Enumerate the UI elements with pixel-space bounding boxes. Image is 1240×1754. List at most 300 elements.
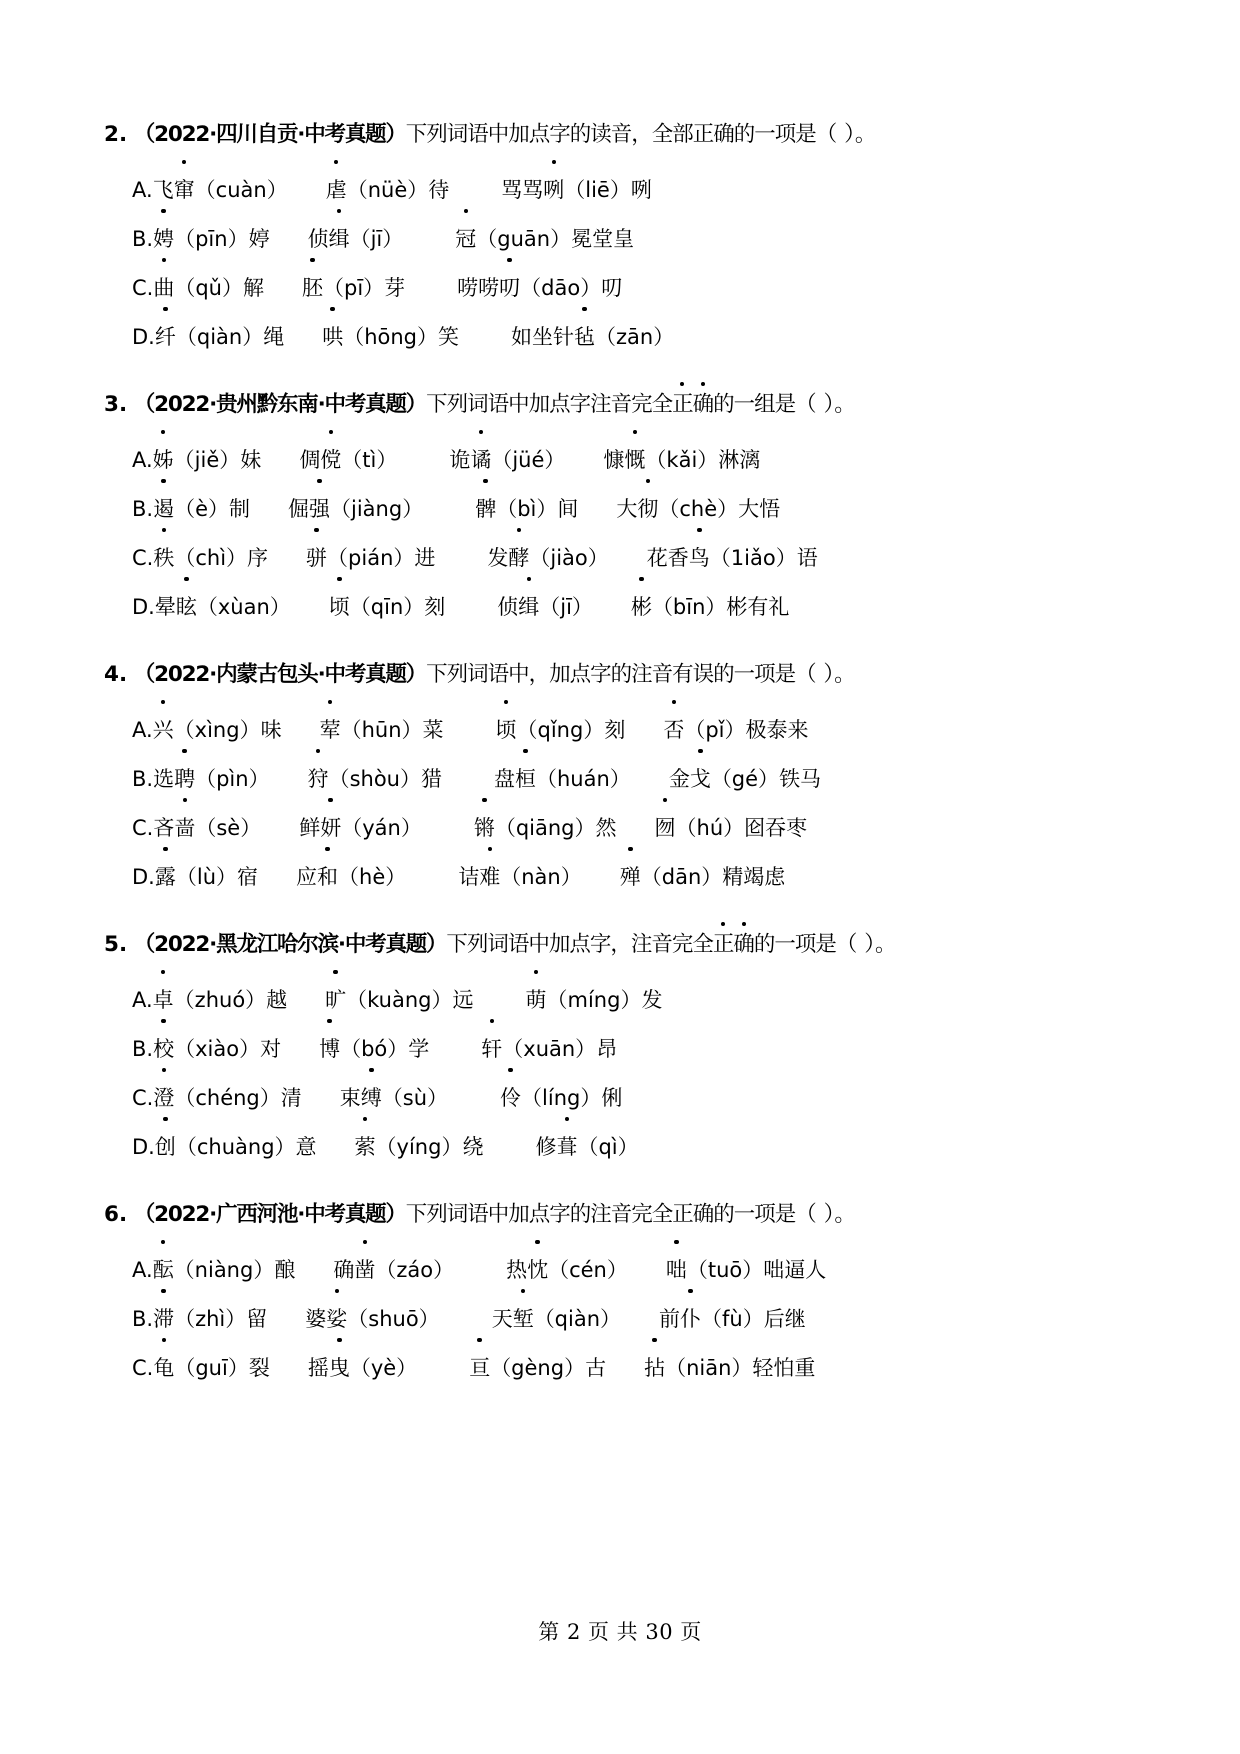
item-suffix: 刻 [604, 718, 626, 742]
item-prefix: 骂骂 [501, 178, 544, 202]
dotted-character: 眩 [176, 583, 197, 632]
option-item [666, 1246, 826, 1295]
dotted-character: 缉 [518, 583, 539, 632]
question-text-after: 的一组是 [713, 392, 796, 417]
options-list [132, 436, 1128, 632]
dotted-character: 桓 [515, 755, 536, 804]
item-prefix: 确 [333, 1258, 355, 1282]
options-list [132, 166, 1128, 362]
item-suffix: 咄逼人 [763, 1258, 827, 1282]
option-item [322, 313, 459, 362]
question-block [104, 118, 1128, 362]
item-pinyin: （guān） [476, 227, 572, 251]
option-label: C. [132, 276, 154, 300]
option-item [326, 166, 450, 215]
option-item [155, 853, 258, 902]
option-item [153, 1344, 269, 1393]
dotted-character: 仆 [680, 1295, 701, 1344]
option-row[interactable] [132, 215, 1128, 264]
option-item [153, 1074, 301, 1123]
item-pinyin: （nàn） [500, 865, 582, 889]
question-text: 下列词语中，加点字的注音有误的一项是 [426, 662, 796, 687]
dotted-character: 缚 [361, 1074, 382, 1123]
option-row[interactable] [132, 313, 1128, 362]
item-suffix: 越 [266, 988, 288, 1012]
item-suffix: 远 [452, 988, 474, 1012]
option-label: A. [132, 178, 153, 202]
option-row[interactable] [132, 804, 1128, 853]
option-item [616, 485, 780, 534]
dotted-character: 妍 [320, 804, 341, 853]
answer-blank[interactable]: （ ）。 [815, 122, 877, 147]
item-pinyin: （è） [174, 497, 230, 521]
item-pinyin: （xìng） [173, 718, 261, 742]
dotted-character: 酝 [153, 1246, 174, 1295]
item-suffix: 留 [246, 1307, 268, 1331]
dotted-character: 卓 [153, 976, 174, 1025]
dotted-character: 毡 [574, 313, 595, 362]
option-item [669, 755, 821, 804]
item-prefix: 应 [296, 865, 318, 889]
item-suffix: 宿 [237, 865, 259, 889]
option-row[interactable] [132, 1344, 1128, 1393]
option-item [481, 1025, 617, 1074]
item-pinyin: （lù） [175, 865, 238, 889]
option-row[interactable] [132, 976, 1128, 1025]
item-pinyin: （pī） [322, 276, 385, 300]
item-suffix: 妹 [240, 448, 262, 472]
item-prefix: 大 [616, 497, 638, 521]
option-item [458, 853, 582, 902]
options-list [132, 976, 1128, 1172]
option-item [153, 534, 268, 583]
item-pinyin: （kuàng） [346, 988, 453, 1012]
dotted-character: 锵 [474, 804, 495, 853]
item-pinyin: （tuō） [686, 1258, 764, 1282]
dotted-character: 澄 [153, 1074, 174, 1123]
option-item [663, 706, 808, 755]
option-item [302, 264, 405, 313]
dotted-character: 娑 [326, 1295, 347, 1344]
item-pinyin: （pìn） [195, 767, 270, 791]
item-pinyin: （nüè） [346, 178, 429, 202]
question-text: 下列词语中加点字注音完全 [426, 392, 673, 417]
option-item [340, 1074, 448, 1123]
item-suffix: 咧 [630, 178, 652, 202]
item-suffix: 古 [585, 1356, 607, 1380]
dotted-character: 轩 [481, 1025, 502, 1074]
dotted-character: 亘 [469, 1344, 490, 1393]
dotted-character: 戈 [690, 755, 711, 804]
question-text: 下列词语中加点字的注音完全正确的一项是 [405, 1202, 796, 1227]
item-prefix: 晕 [154, 595, 176, 619]
item-suffix: 刻 [424, 595, 446, 619]
item-suffix: 解 [242, 276, 264, 300]
dotted-character: 遏 [153, 485, 174, 534]
item-suffix: 味 [260, 718, 282, 742]
option-item [153, 436, 262, 485]
dotted-character: 胚 [302, 264, 323, 313]
option-row[interactable] [132, 583, 1128, 632]
question-header [104, 118, 1128, 152]
option-label: A. [132, 448, 153, 472]
item-pinyin: （chéng） [174, 1086, 281, 1110]
item-pinyin: （yíng） [375, 1135, 463, 1159]
question-block [104, 658, 1128, 902]
item-suffix: 裂 [248, 1356, 270, 1380]
item-suffix: 彬有礼 [726, 595, 790, 619]
item-pinyin: （qiàn） [175, 325, 264, 349]
item-suffix: 意 [295, 1135, 317, 1159]
item-suffix: 叨 [601, 276, 623, 300]
item-prefix: 婆 [305, 1307, 327, 1331]
question-number: 4. [104, 662, 128, 687]
answer-blank[interactable]: （ ）。 [795, 392, 856, 417]
option-row[interactable] [132, 1074, 1128, 1123]
item-suffix: 铁马 [779, 767, 822, 791]
item-pinyin: （xùan） [196, 595, 291, 619]
option-item [603, 436, 760, 485]
options-list [132, 706, 1128, 902]
item-pinyin: （zān） [595, 325, 675, 349]
question-emphasis [672, 392, 713, 417]
dotted-character: 彻 [637, 485, 658, 534]
item-pinyin: （bó） [340, 1037, 409, 1061]
answer-blank[interactable]: （ ）。 [795, 662, 856, 687]
item-pinyin: （qǔ） [174, 276, 243, 300]
page-footer: 第 2 页 共 30 页 [538, 1620, 702, 1644]
option-item [449, 436, 565, 485]
option-item [306, 534, 435, 583]
dotted-character: 鸟 [689, 534, 710, 583]
option-label: A. [132, 988, 153, 1012]
option-item [320, 706, 444, 755]
option-item [308, 755, 442, 804]
question-block [104, 1198, 1128, 1393]
dotted-character: 哄 [322, 313, 343, 362]
item-suffix: 轻怕重 [752, 1356, 816, 1380]
item-pinyin: （dān） [640, 865, 723, 889]
dotted-character: 聘 [174, 755, 195, 804]
item-suffix: 猎 [421, 767, 442, 791]
option-item [319, 1025, 429, 1074]
item-pinyin: （qì） [577, 1135, 639, 1159]
dotted-character: 荤 [320, 706, 341, 755]
dotted-character: 囫 [655, 804, 676, 853]
option-item [475, 485, 578, 534]
question-source: （2022·黑龙江哈尔滨·中考真题） [133, 932, 447, 957]
question-header [104, 388, 1128, 422]
item-prefix: 束 [339, 1086, 361, 1110]
option-item [355, 1123, 484, 1172]
option-item [469, 1344, 606, 1393]
item-pinyin: （záo） [375, 1258, 455, 1282]
option-item [153, 1025, 281, 1074]
item-suffix: 后继 [763, 1307, 806, 1331]
dotted-character: 姊 [153, 436, 174, 485]
option-label: C. [132, 546, 154, 570]
dotted-character: 校 [153, 1025, 174, 1074]
item-pinyin: （pǐ） [684, 718, 746, 742]
dotted-character: 拈 [644, 1344, 665, 1393]
item-pinyin: （xuān） [502, 1037, 597, 1061]
item-prefix: 如坐针 [511, 325, 575, 349]
item-pinyin: （cuàn） [194, 178, 288, 202]
question-header [104, 658, 1128, 692]
question-text: 下列词语中加点字，注音完全 [446, 932, 713, 957]
item-prefix: 发 [487, 546, 509, 570]
question-block [104, 388, 1128, 632]
dotted-character: 露 [155, 853, 176, 902]
dotted-character: 博 [319, 1025, 340, 1074]
answer-blank[interactable]: （ ）。 [835, 932, 897, 957]
option-item [153, 755, 269, 804]
item-prefix: 前 [659, 1307, 681, 1331]
option-item [308, 1344, 417, 1393]
option-label: B. [132, 1037, 154, 1061]
item-prefix: 修 [535, 1135, 557, 1159]
item-suffix: 婷 [248, 227, 270, 251]
option-label: D. [132, 595, 155, 619]
option-item [305, 1295, 439, 1344]
item-pinyin: （sù） [381, 1086, 449, 1110]
item-suffix: 酿 [274, 1258, 296, 1282]
item-pinyin: （zhuó） [173, 988, 267, 1012]
option-item [155, 583, 291, 632]
item-suffix: 制 [229, 497, 251, 521]
item-pinyin: （qiàn） [533, 1307, 622, 1331]
option-label: D. [132, 865, 155, 889]
item-pinyin: （sè） [195, 816, 262, 840]
option-label: B. [132, 497, 154, 521]
option-item [631, 583, 789, 632]
option-item [288, 485, 423, 534]
item-pinyin: （hè） [338, 865, 407, 889]
item-pinyin: （yán） [341, 816, 422, 840]
question-header [104, 1198, 1128, 1232]
option-item [647, 534, 818, 583]
item-suffix: 囵吞枣 [744, 816, 808, 840]
dotted-character: 虐 [326, 166, 347, 215]
item-prefix: 盘 [494, 767, 515, 791]
option-row[interactable] [132, 853, 1128, 902]
question-source: （2022·四川自贡·中考真题） [133, 122, 406, 147]
dotted-character: 窜 [174, 166, 195, 215]
item-pinyin: （xiào） [174, 1037, 261, 1061]
item-pinyin: （chè） [658, 497, 739, 521]
option-row[interactable] [132, 706, 1128, 755]
emphasis-dot-char: 正 [672, 388, 693, 422]
dotted-character: 傥 [320, 436, 341, 485]
dotted-character: 慨 [624, 436, 645, 485]
item-prefix: 侦 [497, 595, 519, 619]
question-block [104, 928, 1128, 1172]
emphasis-dot-char: 确 [693, 388, 714, 422]
dotted-character: 旷 [325, 976, 346, 1025]
dotted-character: 髀 [475, 485, 496, 534]
item-prefix: 诡 [449, 448, 471, 472]
item-pinyin: （fù） [701, 1307, 764, 1331]
item-prefix: 花香 [646, 546, 689, 570]
option-item [535, 1123, 638, 1172]
item-pinyin: （liē） [564, 178, 631, 202]
option-item [325, 976, 473, 1025]
dotted-character: 堑 [513, 1295, 534, 1344]
item-pinyin: （tì） [341, 448, 398, 472]
item-suffix: 昂 [596, 1037, 618, 1061]
item-suffix: 俐 [601, 1086, 623, 1110]
option-row[interactable] [132, 755, 1128, 804]
item-prefix: 吝 [153, 816, 175, 840]
item-pinyin: （zhì） [174, 1307, 247, 1331]
item-pinyin: （qǐng） [516, 718, 605, 742]
item-pinyin: （jī） [349, 227, 404, 251]
option-item [474, 804, 617, 853]
option-label: C. [132, 1086, 154, 1110]
item-pinyin: （jüé） [491, 448, 566, 472]
dotted-character: 否 [663, 706, 684, 755]
option-row[interactable] [132, 1025, 1128, 1074]
item-suffix: 冕堂皇 [571, 227, 635, 251]
option-item [153, 1295, 267, 1344]
item-pinyin: （míng） [546, 988, 642, 1012]
question-text-after: 的一项是 [753, 932, 836, 957]
item-suffix: 极泰来 [745, 718, 809, 742]
dotted-character: 秩 [153, 534, 174, 583]
dotted-character: 酵 [508, 534, 529, 583]
option-item [153, 706, 282, 755]
item-pinyin: （niàng） [173, 1258, 275, 1282]
option-item [299, 804, 422, 853]
option-row[interactable] [132, 264, 1128, 313]
question-source: （2022·内蒙古包头·中考真题） [133, 662, 427, 687]
item-suffix: 笑 [438, 325, 460, 349]
question-source: （2022·广西河池·中考真题） [133, 1202, 406, 1227]
question-text: 下列词语中加点字的读音，全部正确的一项是 [405, 122, 816, 147]
option-item [153, 804, 261, 853]
item-suffix: 语 [796, 546, 818, 570]
item-suffix: 对 [260, 1037, 282, 1061]
option-label: D. [132, 325, 155, 349]
item-suffix: 待 [428, 178, 450, 202]
item-suffix: 清 [280, 1086, 302, 1110]
item-prefix: 金 [668, 767, 690, 791]
option-row[interactable] [132, 1295, 1128, 1344]
item-pinyin: （pián） [327, 546, 415, 570]
item-suffix: 大悟 [738, 497, 781, 521]
dotted-character: 难 [479, 853, 500, 902]
item-pinyin: （huán） [536, 767, 631, 791]
item-suffix: 绳 [263, 325, 285, 349]
dotted-character: 曲 [153, 264, 174, 313]
option-item [457, 264, 622, 313]
item-pinyin: （gé） [710, 767, 780, 791]
item-pinyin: （chuàng） [175, 1135, 296, 1159]
option-item [487, 534, 608, 583]
option-item [329, 583, 445, 632]
dotted-character: 冠 [455, 215, 476, 264]
dotted-character: 强 [309, 485, 330, 534]
dotted-character: 凿 [354, 1246, 375, 1295]
option-row[interactable] [132, 436, 1128, 485]
item-pinyin: （cén） [548, 1258, 628, 1282]
option-item [506, 1246, 628, 1295]
option-label: B. [132, 227, 154, 251]
item-prefix: 选 [153, 767, 175, 791]
dotted-character: 顷 [329, 583, 350, 632]
dotted-character: 缉 [329, 215, 350, 264]
answer-blank[interactable]: （ ）。 [795, 1202, 856, 1227]
dotted-character: 萦 [355, 1123, 376, 1172]
option-item [494, 755, 631, 804]
item-pinyin: （hūn） [340, 718, 423, 742]
dotted-character: 彬 [631, 583, 652, 632]
item-pinyin: （yè） [349, 1356, 418, 1380]
question-number: 6. [104, 1202, 128, 1227]
option-item [155, 1123, 317, 1172]
option-item [526, 976, 663, 1025]
dotted-character: 龟 [153, 1344, 174, 1393]
option-item [497, 583, 593, 632]
item-prefix: 倜 [299, 448, 321, 472]
option-row[interactable] [132, 1123, 1128, 1172]
option-row[interactable] [132, 166, 1128, 215]
dotted-character: 纤 [155, 313, 176, 362]
item-suffix: 菜 [422, 718, 444, 742]
dotted-character: 谲 [470, 436, 491, 485]
dotted-character: 叨 [499, 264, 520, 313]
option-item [333, 1246, 454, 1295]
item-pinyin: （jī） [539, 595, 593, 619]
option-item [511, 313, 674, 362]
item-prefix: 侦 [307, 227, 329, 251]
option-item [153, 485, 250, 534]
option-item [308, 215, 404, 264]
dotted-character: 和 [317, 853, 338, 902]
item-pinyin: （hú） [675, 816, 745, 840]
questions-container [104, 118, 1128, 1393]
option-item [299, 436, 397, 485]
item-pinyin: （qiāng） [494, 816, 596, 840]
option-label: C. [132, 1356, 154, 1380]
item-pinyin: （shòu） [328, 767, 421, 791]
dotted-character: 骈 [306, 534, 327, 583]
item-prefix: 摇 [307, 1356, 329, 1380]
item-prefix: 天 [491, 1307, 513, 1331]
item-pinyin: （líng） [521, 1086, 602, 1110]
item-pinyin: （chì） [174, 546, 248, 570]
question-header [104, 928, 1128, 962]
dotted-character: 忱 [527, 1246, 548, 1295]
item-suffix: 淋漓 [718, 448, 761, 472]
dotted-character: 咄 [666, 1246, 687, 1295]
option-row[interactable] [132, 485, 1128, 534]
option-item [155, 313, 284, 362]
option-item [153, 1246, 296, 1295]
option-label: A. [132, 718, 153, 742]
option-label: B. [132, 1307, 154, 1331]
item-prefix: 鲜 [299, 816, 321, 840]
item-pinyin: （jiě） [173, 448, 241, 472]
option-row[interactable] [132, 534, 1128, 583]
option-row[interactable] [132, 1246, 1128, 1295]
emphasis-dot-char: 正 [713, 928, 734, 962]
option-item [620, 853, 786, 902]
item-suffix: 间 [557, 497, 579, 521]
item-suffix: 芽 [384, 276, 406, 300]
item-pinyin: （kǎi） [645, 448, 719, 472]
question-source: （2022·贵州黔东南·中考真题） [133, 392, 427, 417]
